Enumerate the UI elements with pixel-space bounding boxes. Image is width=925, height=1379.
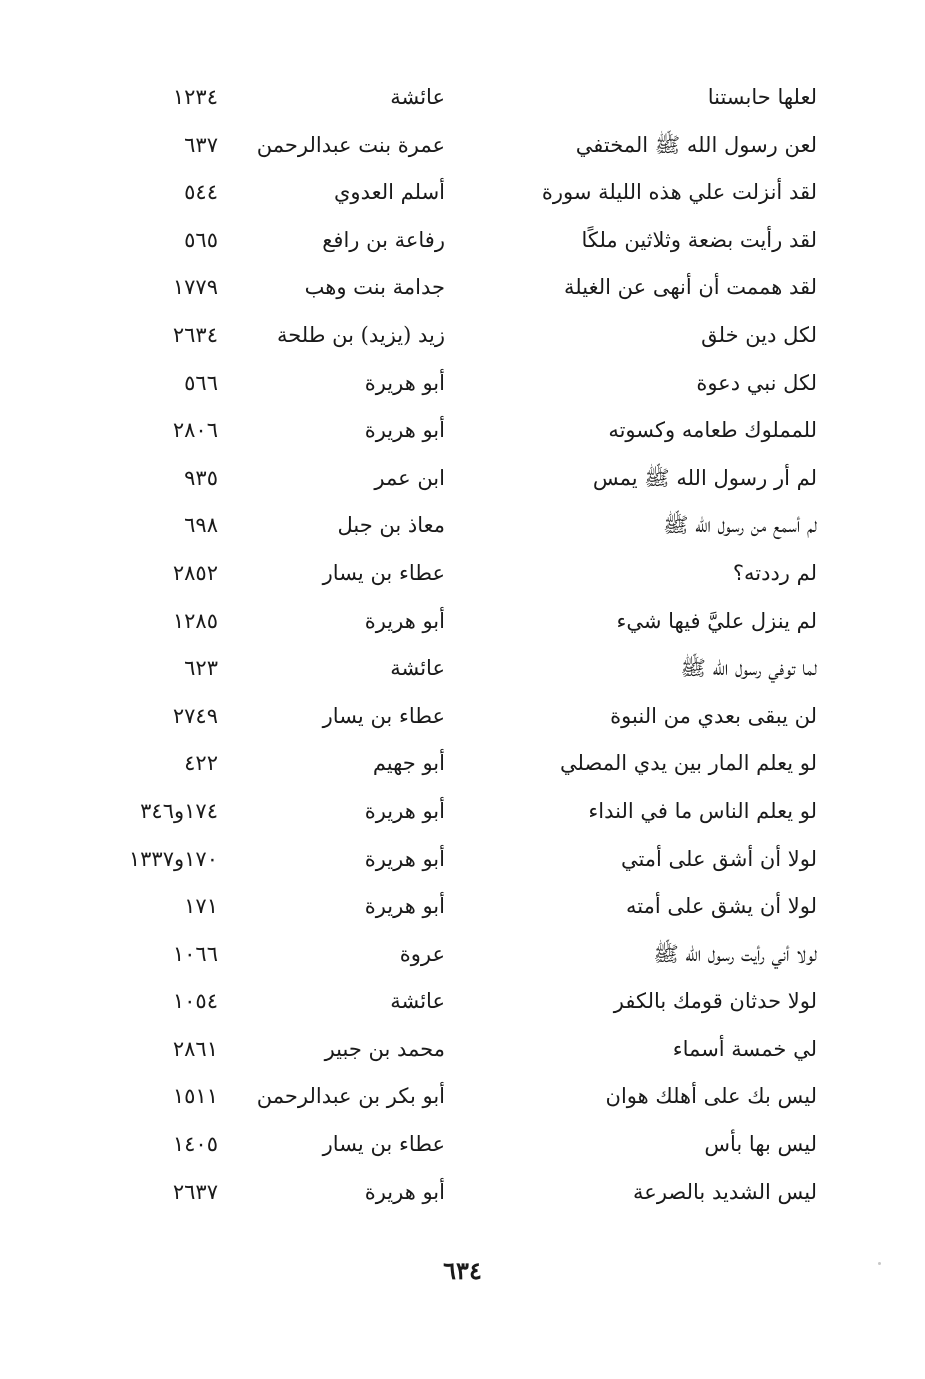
hadith-text: لعن رسول الله ﷺ المختفي (575, 132, 817, 157)
narrator-name: عروة (399, 941, 445, 966)
index-row (0, 455, 925, 503)
narrator-name: أبو هريرة (364, 1179, 445, 1204)
index-row (0, 883, 925, 931)
index-row (0, 264, 925, 312)
index-row (0, 598, 925, 646)
hadith-text: لم أر رسول الله ﷺ يمس (592, 465, 817, 490)
index-row (0, 1121, 925, 1169)
hadith-text: لو يعلم الناس ما في النداء (588, 798, 817, 823)
hadith-number: ٦٩٨ (184, 513, 218, 538)
narrator-name: عطاء بن يسار (322, 703, 445, 728)
index-row (0, 550, 925, 598)
hadith-text: ليس بك على أهلك هوان (605, 1084, 817, 1109)
index-row (0, 74, 925, 122)
hadith-number: ٢٧٤٩ (172, 703, 218, 728)
hadith-text: لم ينزل عليَّ فيها شيء (616, 608, 817, 633)
hadith-number: ١٧١ (184, 894, 218, 919)
narrator-name: أبو هريرة (364, 370, 445, 395)
narrator-name: معاذ بن جبل (337, 513, 445, 538)
narrator-name: أبو هريرة (364, 608, 445, 633)
hadith-number: ١٧٠و١٣٣٧ (128, 846, 218, 871)
hadith-text: لقد هممت أن أنهى عن الغيلة (564, 275, 817, 300)
index-row (0, 122, 925, 170)
hadith-number: ١٠٥٤ (172, 989, 218, 1014)
hadith-text: لكل نبي دعوة (696, 370, 817, 395)
hadith-number: ٥٤٤ (184, 180, 218, 205)
index-row (0, 217, 925, 265)
hadith-number: ١٢٨٥ (172, 608, 218, 633)
narrator-name: أسلم العدوي (334, 180, 445, 205)
narrator-name: محمد بن جبير (324, 1036, 445, 1061)
hadith-number: ١٢٣٤ (172, 85, 218, 109)
index-row (0, 836, 925, 884)
hadith-number: ٩٣٥ (184, 465, 218, 490)
hadith-text: لولا أن يشق على أمته (626, 894, 817, 919)
index-row (0, 1026, 925, 1074)
index-row (0, 931, 925, 979)
narrator-name: عمرة بنت عبدالرحمن (256, 132, 445, 157)
hadith-text: لي خمسة أسماء (672, 1036, 817, 1061)
hadith-number: ١٤٠٥ (172, 1132, 218, 1157)
index-row (0, 693, 925, 741)
index-row (0, 978, 925, 1026)
hadith-text: لم رددته؟ (732, 560, 817, 585)
hadith-text: للمملوك طعامه وكسوته (608, 418, 817, 443)
index-row (0, 502, 925, 550)
hadith-text: لولا أن أشق على أمتي (620, 846, 817, 871)
index-row (0, 360, 925, 408)
index-row (0, 312, 925, 360)
hadith-number: ٢٨٦١ (172, 1036, 218, 1061)
hadith-number: ٤٢٢ (184, 751, 218, 776)
narrator-name: أبو هريرة (364, 894, 445, 919)
narrator-name: عطاء بن يسار (322, 560, 445, 585)
index-row (0, 788, 925, 836)
index-row (0, 1073, 925, 1121)
hadith-text: لولا أني رأيت رسول الله ﷺ (653, 941, 817, 966)
narrator-name: أبو هريرة (364, 846, 445, 871)
hadith-text: لعلها حابستنا (707, 85, 817, 109)
hadith-number: ١٥١١ (172, 1084, 218, 1109)
narrator-name: جدامة بنت وهب (304, 275, 445, 300)
index-row (0, 169, 925, 217)
narrator-name: ابن عمر (374, 465, 445, 490)
narrator-name: أبو هريرة (364, 798, 445, 823)
hadith-index-table (0, 74, 925, 1216)
hadith-number: ٥٦٦ (184, 370, 218, 395)
hadith-number: ٦٢٣ (184, 656, 218, 681)
narrator-name: عطاء بن يسار (322, 1132, 445, 1157)
hadith-text: لو يعلم المار بين يدي المصلي (560, 751, 817, 776)
hadith-number: ١٧٤و٣٤٦ (140, 798, 218, 823)
hadith-text: لن يبقى بعدي من النبوة (610, 703, 817, 728)
narrator-name: زيد (يزيد) بن طلحة (276, 322, 445, 347)
page-number: ٦٣٤ (443, 1256, 482, 1285)
hadith-number: ٢٦٣٧ (172, 1179, 218, 1204)
hadith-number: ١٠٦٦ (172, 941, 218, 966)
hadith-number: ٦٣٧ (184, 132, 218, 157)
hadith-number: ٢٨٠٦ (172, 418, 218, 443)
hadith-text: ليس الشديد بالصرعة (633, 1179, 817, 1204)
hadith-number: ٥٦٥ (184, 227, 218, 252)
narrator-name: أبو هريرة (364, 418, 445, 443)
narrator-name: أبو بكر بن عبدالرحمن (256, 1084, 445, 1109)
index-row (0, 740, 925, 788)
index-row (0, 1169, 925, 1217)
narrator-name: عائشة (390, 656, 445, 681)
hadith-text: ليس بها بأس (704, 1132, 817, 1157)
hadith-text: لم أسمع من رسول الله ﷺ (663, 513, 817, 538)
index-row (0, 645, 925, 693)
hadith-text: لقد رأيت بضعة وثلاثين ملكًا (581, 227, 817, 252)
narrator-name: أبو جهيم (372, 751, 445, 776)
narrator-name: رفاعة بن رافع (322, 227, 445, 252)
hadith-text: لكل دين خلق (701, 322, 817, 347)
hadith-number: ١٧٧٩ (172, 275, 218, 300)
scan-speck (878, 1262, 881, 1265)
hadith-number: ٢٨٥٢ (172, 560, 218, 585)
narrator-name: عائشة (390, 85, 445, 109)
hadith-text: لما توفي رسول الله ﷺ (680, 656, 817, 681)
hadith-text: لولا حدثان قومك بالكفر (613, 989, 817, 1014)
index-row (0, 407, 925, 455)
narrator-name: عائشة (390, 989, 445, 1014)
hadith-text: لقد أنزلت علي هذه الليلة سورة (541, 180, 817, 205)
hadith-number: ٢٦٣٤ (172, 322, 218, 347)
